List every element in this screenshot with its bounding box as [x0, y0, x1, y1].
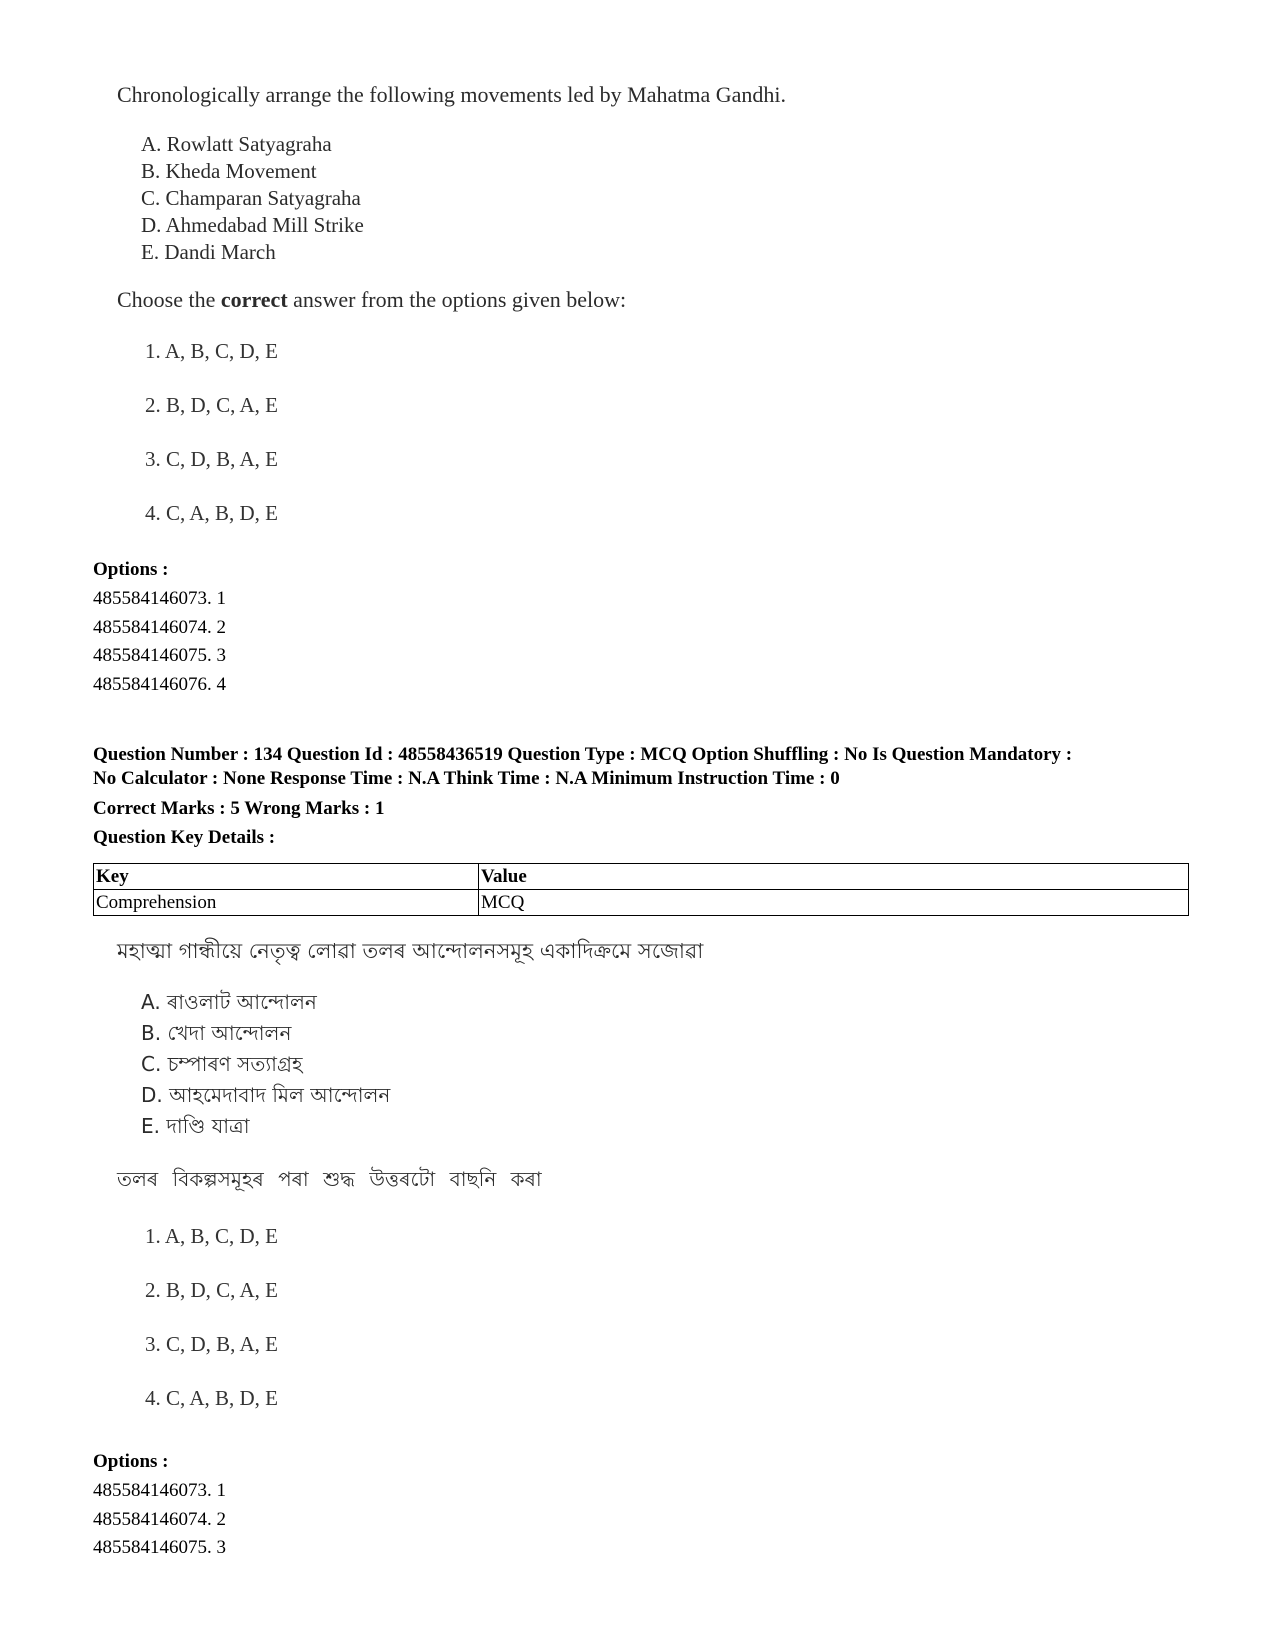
answer-choice: 4. C, A, B, D, E [145, 501, 279, 525]
answer-choice: 3. C, D, B, A, E [145, 1332, 279, 1356]
option-item: 485584146074. 2 [93, 1508, 226, 1530]
choose-instruction: তলৰ বিকল্পসমূহৰ পৰা শুদ্ধ উত্তৰটো বাছনি কৰা [117, 1167, 542, 1191]
movement-list [141, 987, 390, 1142]
question-meta [93, 743, 1203, 791]
list-item: A. Rowlatt Satyagraha [141, 132, 332, 156]
list-item: C. চম্পাৰণ সত্যাগ্ৰহ [141, 1052, 303, 1076]
answer-choice: 1. A, B, C, D, E [145, 1224, 279, 1248]
marks-line: Correct Marks : 5 Wrong Marks : 1 [93, 798, 385, 819]
options-list [93, 585, 226, 700]
choose-instruction: Choose the correct answer from the options given below: [117, 287, 627, 312]
options-label: Options : [93, 1451, 169, 1472]
list-item: A. ৰাওলাট আন্দোলন [141, 990, 317, 1014]
list-item: B. Kheda Movement [141, 159, 317, 183]
list-item: C. Champaran Satyagraha [141, 186, 361, 210]
table-cell: Comprehension [94, 890, 479, 916]
answer-choice: 2. B, D, C, A, E [145, 393, 279, 417]
option-item: 485584146073. 1 [93, 1480, 226, 1501]
question-stem: মহাত্মা গান্ধীয়ে নেতৃত্ব লোৱা তলৰ আন্দোলনসমূহ একাদিক্ৰমে সজোৱা [117, 939, 704, 963]
option-item: 485584146075. 3 [93, 1537, 226, 1559]
answer-choice: 2. B, D, C, A, E [145, 1278, 279, 1302]
table-header-cell: Value [479, 864, 1189, 890]
movement-list [141, 131, 364, 266]
list-item: B. খেদা আন্দোলন [141, 1021, 292, 1045]
table-cell: MCQ [479, 890, 1189, 916]
list-item: E. দাণ্ডি যাত্ৰা [141, 1114, 250, 1138]
key-details-table [93, 863, 1189, 916]
answer-choices [145, 1224, 278, 1440]
table-header-cell: Key [94, 864, 479, 890]
question-meta-line1: Question Number : 134 Question Id : 48558436519 Question Type : MCQ Option Shuffling : No Is Question Mandatory : [93, 744, 1073, 765]
answer-choice: 3. C, D, B, A, E [145, 447, 279, 471]
list-item: D. আহমেদাবাদ মিল আন্দোলন [141, 1083, 391, 1107]
table-header-row [94, 864, 1189, 890]
option-item: 485584146073. 1 [93, 588, 226, 609]
key-details-label: Question Key Details : [93, 827, 276, 848]
option-item: 485584146074. 2 [93, 616, 226, 638]
question-stem: Chronologically arrange the following movements led by Mahatma Gandhi. [117, 82, 787, 107]
answer-choice: 1. A, B, C, D, E [145, 339, 279, 363]
answer-choices [145, 339, 278, 555]
list-item: D. Ahmedabad Mill Strike [141, 213, 364, 237]
answer-choice: 4. C, A, B, D, E [145, 1386, 279, 1410]
option-item: 485584146075. 3 [93, 645, 226, 667]
options-list [93, 1477, 226, 1563]
options-label: Options : [93, 559, 169, 580]
list-item: E. Dandi March [141, 240, 276, 264]
option-item: 485584146076. 4 [93, 674, 226, 696]
table-row [94, 890, 1189, 916]
question-meta-line2: No Calculator : None Response Time : N.A Think Time : N.A Minimum Instruction Time : 0 [93, 768, 840, 789]
